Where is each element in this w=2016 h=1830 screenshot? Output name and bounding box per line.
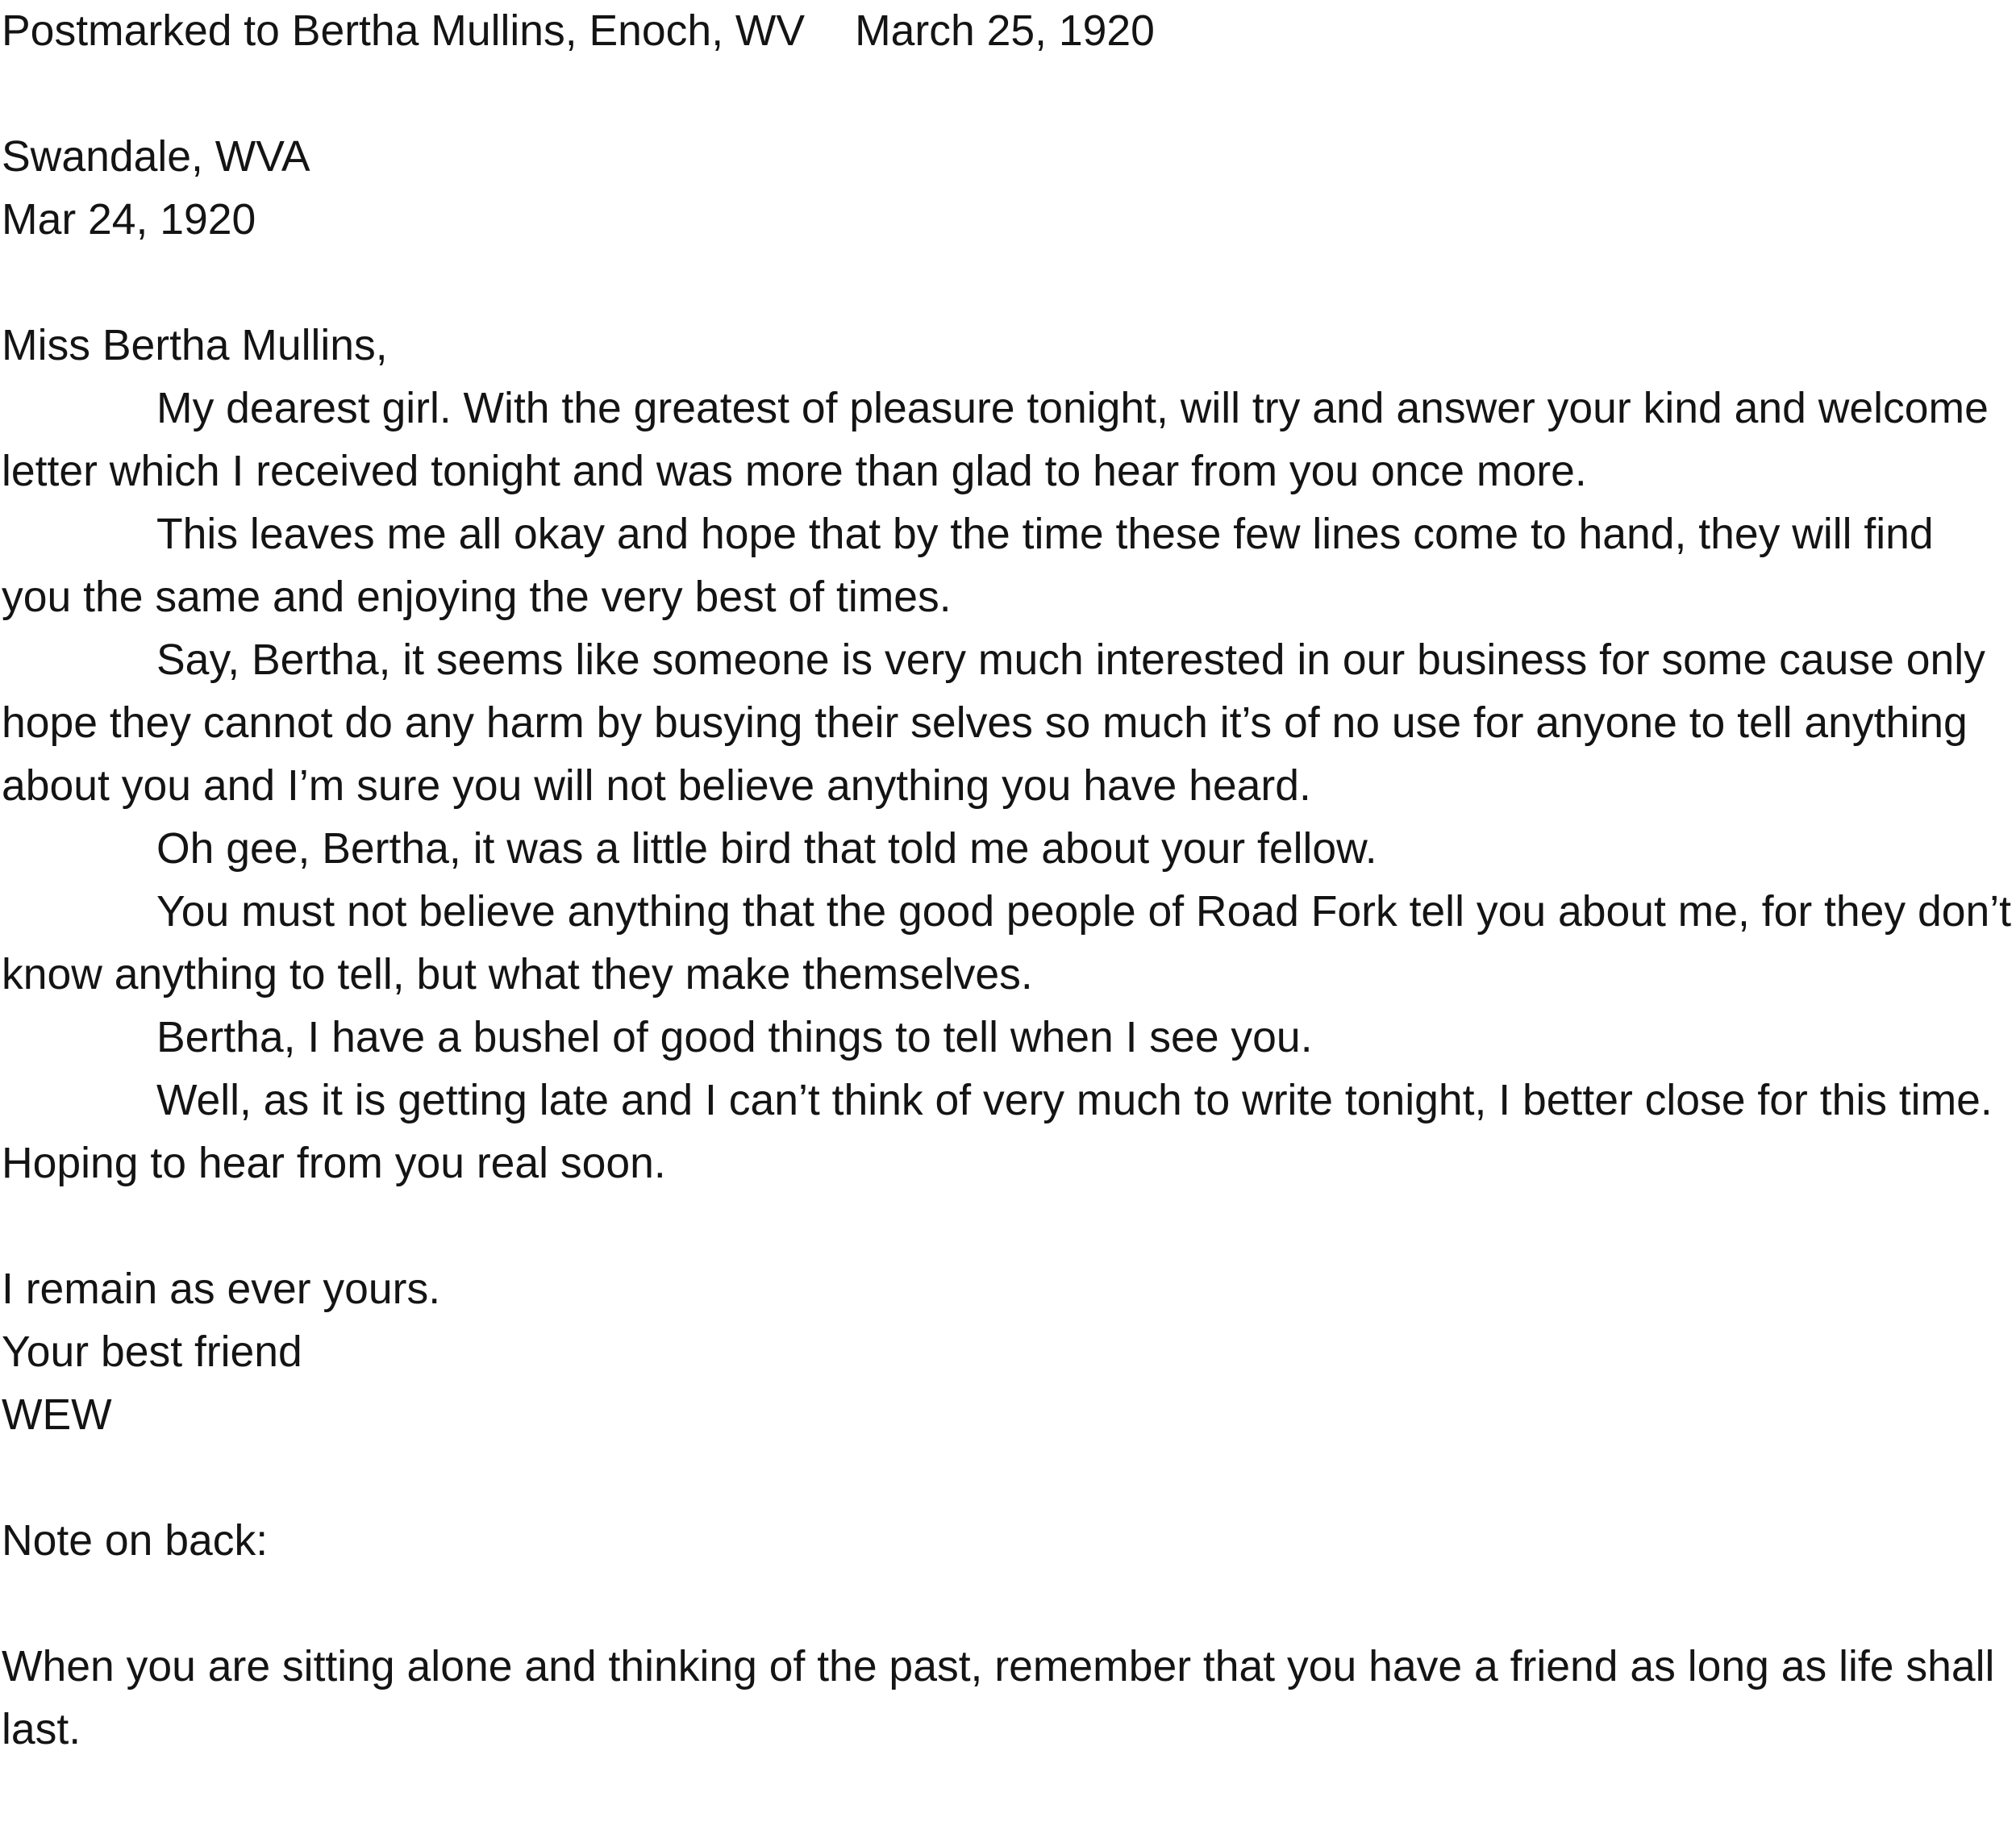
origin-date: Mar 24, 1920	[2, 196, 256, 244]
back-note-text: When you are sitting alone and thinking of the past, remember that you have a friend as long as life shall last.	[2, 1643, 1995, 1753]
spacer	[2, 1573, 2014, 1636]
letter-paragraph: My dearest girl. With the greatest of pleasure tonight, will try and answer your kind and welcome letter which I received tonight and was more than glad to hear from you once more.	[2, 385, 1989, 495]
postmark-address: Postmarked to Bertha Mullins, Enoch, WV	[2, 7, 806, 55]
signature: WEW	[2, 1391, 112, 1439]
spacer	[2, 1447, 2014, 1510]
postmark-line	[2, 0, 2014, 63]
letter-paragraph: Oh gee, Bertha, it was a little bird that told me about your fellow.	[156, 825, 1377, 873]
closing-line: I remain as ever yours.	[2, 1265, 441, 1313]
closing-friend: Your best friend	[2, 1328, 302, 1376]
letter-paragraph: Say, Bertha, it seems like someone is very much interested in our business for some cause only hope they cannot do any harm by busying their selves so much it’s of no use for anyone to tell anything about you and I’m sure you will not believe anything you have heard.	[2, 636, 1985, 810]
letter-paragraph: Well, as it is getting late and I can’t think of very much to write tonight, I better close for this time. Hoping to hear from you real soon.	[2, 1077, 1993, 1187]
letter-paragraph: You must not believe anything that the good people of Road Fork tell you about me, for they don’t know anything to tell, but what they make themselves.	[2, 888, 2012, 998]
spacer	[2, 63, 2014, 126]
letter-paragraph: This leaves me all okay and hope that by the time these few lines come to hand, they will find you the same and enjoying the very best of times.	[2, 511, 1934, 621]
back-note-heading: Note on back:	[2, 1517, 269, 1565]
letter-paragraph: Bertha, I have a bushel of good things to tell when I see you.	[156, 1014, 1313, 1061]
spacer	[2, 252, 2014, 315]
letter-transcription	[2, 0, 2014, 1761]
origin-place: Swandale, WVA	[2, 133, 310, 181]
postmark-date: March 25, 1920	[855, 7, 1155, 55]
spacer	[2, 1195, 2014, 1258]
salutation: Miss Bertha Mullins,	[2, 322, 388, 369]
